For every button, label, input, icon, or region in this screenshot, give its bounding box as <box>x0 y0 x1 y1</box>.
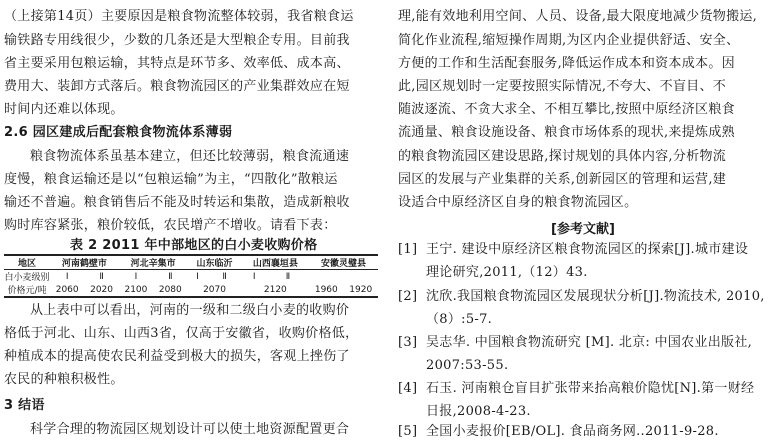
body-line: 此,园区规划时一定要按照实际情况,不夸大、不盲目、不 <box>398 79 727 94</box>
reference-continuation: （8）:5-7. <box>426 312 493 327</box>
reference-text: 王宁. 建设中原经济区粮食物流园区的探索[J].城市建设 <box>426 242 749 257</box>
table-header-cell: 河南鹤壁市 <box>61 259 107 269</box>
table-row <box>4 270 378 284</box>
table-cell: Ⅰ <box>252 271 256 282</box>
table-header-cell: 山东临沂 <box>196 259 233 269</box>
table-cell <box>309 270 378 284</box>
table-title: 表 2 2011 年中部地区的白小麦收购价格 <box>70 238 318 253</box>
table-cell: 价格元/吨 <box>7 286 47 296</box>
body-line: 输还不普遍。粮食销售后不能及时转运和集散，造成新粮收 <box>4 195 350 210</box>
reference-number: [2] <box>398 289 418 304</box>
body-line: 从上表中可以看出，河南的一级和二级白小麦的收购价 <box>30 303 350 318</box>
body-line: 设适合中原经济区自身的粮食物流园区。 <box>398 195 638 210</box>
table-cell: Ⅱ <box>99 271 104 282</box>
body-line: 格低于河北、山东、山西3省，仅高于安徽省，收购价格低， <box>4 326 359 341</box>
reference-text: 全国小麦报价[EB/OL]. 食品商务网..2011-9-28. <box>426 424 719 439</box>
table-cell: Ⅱ <box>168 271 173 282</box>
body-line: 随波逐流、不贪大求全、不相互攀比,按照中原经济区粮食 <box>398 102 735 117</box>
reference-number: [3] <box>398 335 418 350</box>
reference-item <box>398 335 752 351</box>
table-header-row <box>4 255 378 270</box>
table-cell: Ⅰ <box>196 271 199 282</box>
reference-item <box>398 289 765 305</box>
body-line: 输铁路专用线很少，少数的几条还是大型粮企专用。目前我 <box>4 33 350 48</box>
table-cell: 2120 <box>263 284 287 295</box>
reference-number: [5] <box>398 424 418 439</box>
reference-number: [4] <box>398 381 418 396</box>
table-header-cell: 安徽灵璧县 <box>321 259 367 269</box>
body-line: 农民的种粮积极性。 <box>4 372 124 387</box>
body-line: 时间内还难以体现。 <box>4 102 124 117</box>
body-line: 科学合理的物流园区规划设计可以使土地资源配置更合 <box>30 422 350 437</box>
body-line: 购时库容紧张，粮价较低，农民增产不增收。请看下表： <box>4 218 337 233</box>
table-cell: 2100 <box>124 284 148 295</box>
section-heading: 2.6 园区建成后配套粮食物流体系薄弱 <box>4 125 233 140</box>
references-heading: [参考文献] <box>551 222 615 237</box>
price-table <box>4 254 378 298</box>
reference-text: 吴志华. 中国粮食物流研究 [M]. 北京: 中国农业出版社, <box>426 335 753 350</box>
table-header-cell: 地区 <box>17 259 36 269</box>
table-cell: 1920 <box>349 284 373 295</box>
body-line: 的粮食物流园区建设思路,探讨规划的具体内容,分析物流 <box>398 149 727 164</box>
table-cell: 2080 <box>158 284 182 295</box>
table-cell: Ⅱ <box>222 271 227 282</box>
reference-item <box>398 424 719 440</box>
table-cell: 2060 <box>55 284 79 295</box>
reference-text: 石玉. 河南粮仓盲目扩张带来抬高粮价隐忧[N].第一财经 <box>426 381 755 396</box>
body-line: 方便的工作和生活配套服务,降低运作成本和资本成本。因 <box>398 56 735 71</box>
table-cell: 白小麦级别 <box>4 273 50 283</box>
reference-number: [1] <box>398 242 418 257</box>
table-cell: Ⅱ <box>285 271 291 282</box>
body-line: 省主要采用包粮运输，其特点是环节多、效率低、成本高、 <box>4 56 350 71</box>
reference-item <box>398 381 754 397</box>
body-line: 种植成本的提高使农民利益受到极大的损失，客观上挫伤了 <box>4 349 350 364</box>
body-line: 理,能有效地利用空间、人员、设备,最大限度地减少货物搬运, <box>398 9 758 24</box>
reference-continuation: 2007:53-55. <box>426 358 509 373</box>
reference-item <box>398 242 748 258</box>
table-header-cell: 河北辛集市 <box>130 259 176 269</box>
body-line: 园区的发展与产业集群的关系,创新园区的管理和运营,建 <box>398 172 727 187</box>
table-cell: 1960 <box>314 284 338 295</box>
reference-text: 沈欣.我国粮食物流园区发展现状分析[J].物流技术, 2010, <box>426 289 765 304</box>
table-header-cell: 山西襄垣县 <box>252 259 298 269</box>
table-cell: 2070 <box>203 284 226 295</box>
section-heading: 3 结语 <box>4 398 45 413</box>
body-line: （上接第14页）主要原因是粮食物流整体较弱，我省粮食运 <box>4 9 354 24</box>
table-cell: Ⅰ <box>134 271 138 282</box>
body-line: 粮食物流体系虽基本建立，但还比较薄弱，粮食流通速 <box>30 149 350 164</box>
table-row <box>4 283 378 297</box>
reference-continuation: 日报,2008-4-23. <box>426 404 531 419</box>
body-line: 流通量、粮食设施设备、粮食市场体系的现状,来提炼成熟 <box>398 125 735 140</box>
reference-continuation: 理论研究,2011,（12）43. <box>426 265 588 280</box>
body-line: 简化作业流程,缩短操作周期,为区内企业提供舒适、安全、 <box>398 33 740 48</box>
table-cell: 2020 <box>90 284 114 295</box>
body-line: 度慢，粮食运输还是以“包粮运输”为主，“四散化”散粮运 <box>4 172 338 187</box>
body-line: 费用大、装卸方式落后。粮食物流园区的产业集群效应在短 <box>4 79 350 94</box>
table-cell: Ⅰ <box>65 271 69 282</box>
